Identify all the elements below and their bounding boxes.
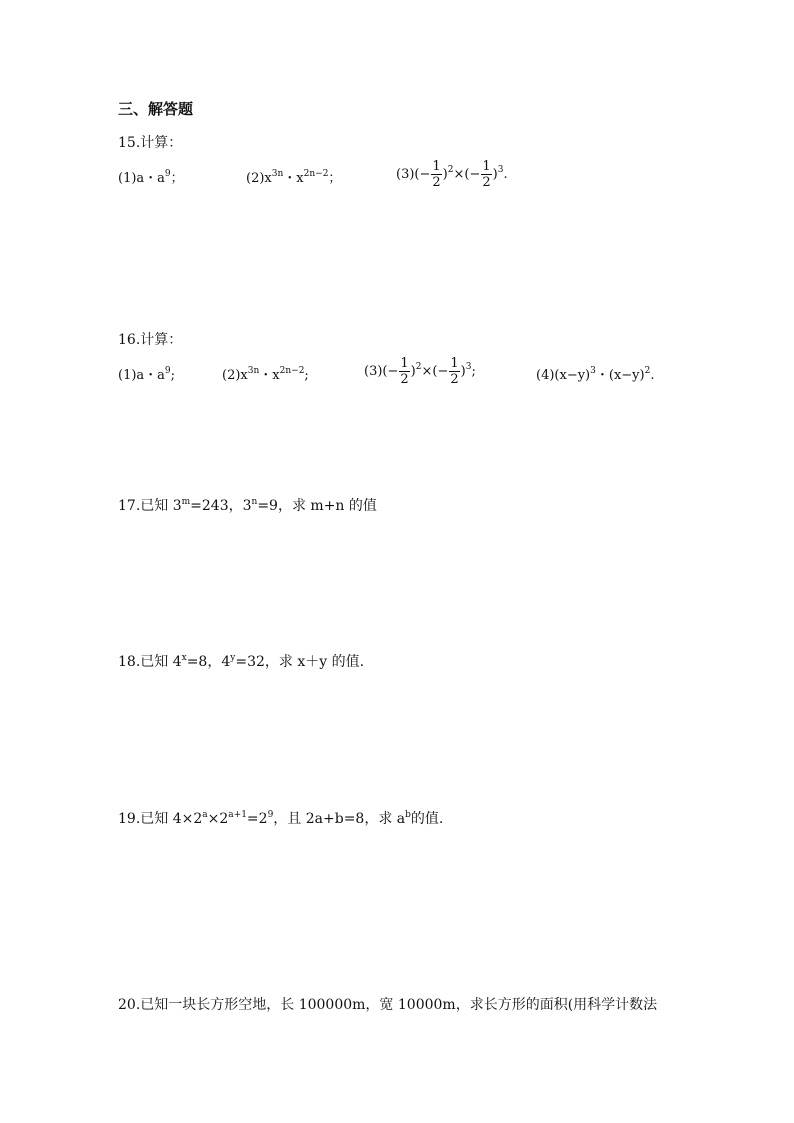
q16-part-4: $(4)(x-y)^3$・$(x-y)^2$. (536, 366, 655, 383)
q16-part-3: (3)(− $\frac{1}{2}$ )$^2$×(− $\frac{1}{2}$ )$^3$; (364, 356, 476, 387)
q16-part-2: $(2)x^{3n}$・$x^{2n-2}$; (222, 366, 309, 383)
q15-part-2: $(2)x^{3n}$・$x^{2n-2}$； (246, 169, 342, 186)
fraction-one-half: $\frac{1}{2}$ (432, 159, 441, 190)
q15-part-1: (1)a・$a^9$； (118, 169, 184, 186)
q19-text: 19.已知 $4\times 2^a\times 2^{a+1}=2^9$，且 2a+b=8，求 $a^b$的值. (118, 810, 444, 827)
q20-text: 20.已知一块长方形空地，长 100000m，宽 10000m，求长方形的面积(用科学计数法 (118, 997, 658, 1013)
section-title: 三、解答题 (118, 100, 194, 118)
fraction-one-half: $\frac{1}{2}$ (482, 159, 491, 190)
q15-part-3: (3)(− $\frac{1}{2}$ )$^2$×(− $\frac{1}{2}$ )$^3$. (396, 159, 508, 190)
fraction-one-half: $\frac{1}{2}$ (450, 356, 459, 387)
q17-text: 17.已知 $3^m=243$，$3^n=9$，求 m+n 的值 (118, 497, 377, 514)
fraction-one-half: $\frac{1}{2}$ (400, 356, 409, 387)
q18-text: 18.已知 $4^x=8$，$4^y=32$，求 x＋y 的值. (118, 653, 365, 670)
q15-prompt: 15.计算： (118, 135, 183, 151)
q16-prompt: 16.计算： (118, 332, 183, 348)
q16-part-1: (1)a・$a^9$; (118, 366, 176, 383)
